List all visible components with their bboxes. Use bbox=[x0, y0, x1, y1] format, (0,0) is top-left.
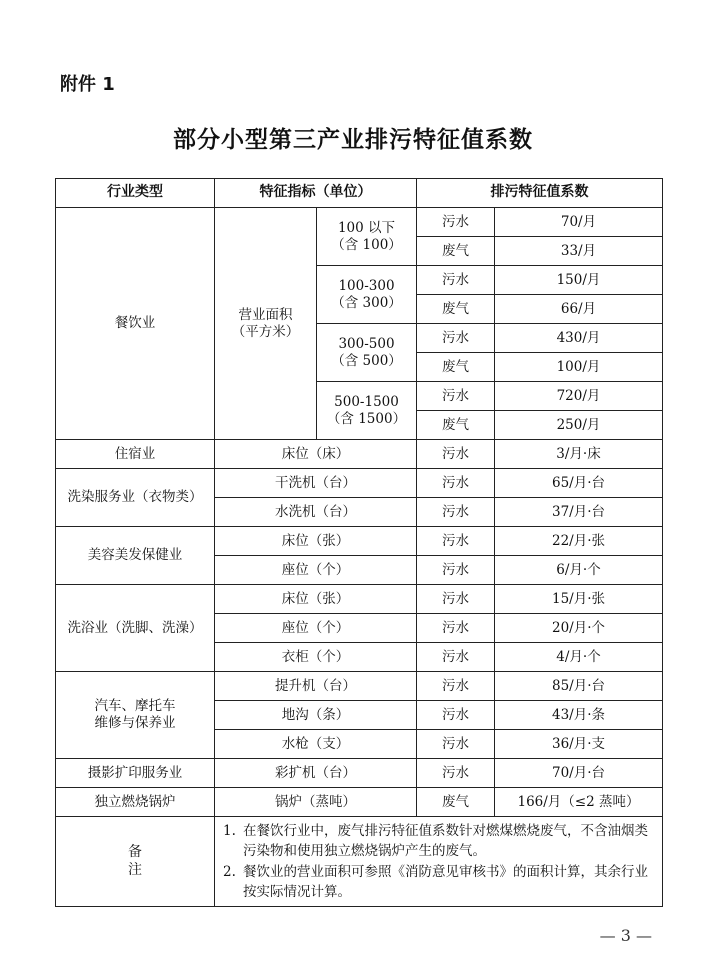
pollutant-type: 污水 bbox=[417, 527, 495, 556]
coefficient-table bbox=[55, 178, 663, 907]
pollutant-type: 污水 bbox=[417, 556, 495, 585]
coefficient-value: 43/月·条 bbox=[495, 701, 663, 730]
coefficient-value: 250/月 bbox=[495, 411, 663, 440]
indicator-cell: 水洗机（台） bbox=[215, 498, 417, 527]
indicator-cell: 床位（张） bbox=[215, 527, 417, 556]
notes-label-line1: 备 bbox=[128, 844, 142, 860]
pollutant-type: 废气 bbox=[417, 788, 495, 817]
industry-lodging: 住宿业 bbox=[56, 440, 215, 469]
table-row bbox=[56, 759, 663, 788]
pollutant-type: 污水 bbox=[417, 469, 495, 498]
pollutant-type: 污水 bbox=[417, 498, 495, 527]
indicator-catering-line1: 营业面积 bbox=[238, 306, 293, 323]
pollutant-type: 废气 bbox=[417, 237, 495, 266]
note-text: 餐饮业的营业面积可参照《消防意见审核书》的面积计算，其余行业按实际情况计算。 bbox=[243, 863, 648, 900]
note-number: 1. bbox=[223, 823, 236, 839]
indicator-cell: 彩扩机（台） bbox=[215, 759, 417, 788]
coefficient-value: 37/月·台 bbox=[495, 498, 663, 527]
header-industry: 行业类型 bbox=[56, 179, 215, 208]
indicator-cell: 床位（床） bbox=[215, 440, 417, 469]
area-range-line2: （含 100） bbox=[331, 236, 402, 253]
indicator-cell: 座位（个） bbox=[215, 556, 417, 585]
notes-row bbox=[56, 817, 663, 907]
header-indicator: 特征指标（单位） bbox=[215, 179, 417, 208]
note-number: 2. bbox=[223, 863, 236, 880]
note-item bbox=[223, 821, 656, 862]
pollutant-type: 污水 bbox=[417, 266, 495, 295]
coefficient-value: 22/月·张 bbox=[495, 527, 663, 556]
pollutant-type: 污水 bbox=[417, 759, 495, 788]
pollutant-type: 废气 bbox=[417, 353, 495, 382]
indicator-cell: 锅炉（蒸吨） bbox=[215, 788, 417, 817]
area-range-line1: 100-300 bbox=[338, 277, 395, 294]
coefficient-value: 36/月·支 bbox=[495, 730, 663, 759]
pollutant-type: 废气 bbox=[417, 295, 495, 324]
pollutant-type: 污水 bbox=[417, 382, 495, 411]
pollutant-type: 污水 bbox=[417, 324, 495, 353]
industry-auto bbox=[56, 672, 215, 759]
pollutant-type: 污水 bbox=[417, 440, 495, 469]
indicator-cell: 干洗机（台） bbox=[215, 469, 417, 498]
indicator-cell: 提升机（台） bbox=[215, 672, 417, 701]
indicator-cell: 水枪（支） bbox=[215, 730, 417, 759]
area-range-line1: 100 以下 bbox=[337, 219, 396, 236]
industry-beauty: 美容美发保健业 bbox=[56, 527, 215, 585]
area-range bbox=[317, 208, 417, 266]
pollutant-type: 废气 bbox=[417, 411, 495, 440]
table-row bbox=[56, 788, 663, 817]
coefficient-value: 65/月·台 bbox=[495, 469, 663, 498]
coefficient-value: 33/月 bbox=[495, 237, 663, 266]
coefficient-value: 85/月·台 bbox=[495, 672, 663, 701]
coefficient-value: 3/月·床 bbox=[495, 440, 663, 469]
coefficient-value: 6/月·个 bbox=[495, 556, 663, 585]
coefficient-value: 70/月·台 bbox=[495, 759, 663, 788]
coefficient-value: 430/月 bbox=[495, 324, 663, 353]
coefficient-value: 720/月 bbox=[495, 382, 663, 411]
indicator-cell: 地沟（条） bbox=[215, 701, 417, 730]
industry-catering: 餐饮业 bbox=[56, 208, 215, 440]
area-range-line2: （含 1500） bbox=[326, 410, 407, 427]
pollutant-type: 污水 bbox=[417, 643, 495, 672]
notes-label bbox=[56, 817, 215, 907]
notes-label-line2: 注 bbox=[128, 861, 142, 878]
pollutant-type: 污水 bbox=[417, 701, 495, 730]
attachment-label: 附件 1 bbox=[60, 74, 115, 95]
table-row bbox=[56, 208, 663, 237]
area-range-line1: 300-500 bbox=[338, 335, 395, 352]
industry-boiler: 独立燃烧锅炉 bbox=[56, 788, 215, 817]
indicator-cell: 衣柜（个） bbox=[215, 643, 417, 672]
coefficient-value: 100/月 bbox=[495, 353, 663, 382]
coefficient-value: 150/月 bbox=[495, 266, 663, 295]
indicator-cell: 座位（个） bbox=[215, 614, 417, 643]
coefficient-value: 166/月（≤2 蒸吨） bbox=[495, 788, 663, 817]
table-row bbox=[56, 672, 663, 701]
coefficient-value: 66/月 bbox=[495, 295, 663, 324]
table-row bbox=[56, 585, 663, 614]
area-range-line2: （含 500） bbox=[331, 352, 402, 369]
table-row bbox=[56, 469, 663, 498]
pollutant-type: 污水 bbox=[417, 614, 495, 643]
coefficient-value: 20/月·个 bbox=[495, 614, 663, 643]
coefficient-value: 15/月·张 bbox=[495, 585, 663, 614]
pollutant-type: 污水 bbox=[417, 208, 495, 237]
area-range-line1: 500-1500 bbox=[334, 393, 399, 410]
industry-laundry: 洗染服务业（衣物类） bbox=[56, 469, 215, 527]
note-text: 在餐饮行业中，废气排污特征值系数针对燃煤燃烧废气，不含油烟类污染物和使用独立燃烧锅炉产生的废气。 bbox=[243, 823, 648, 860]
industry-bathing: 洗浴业（洗脚、洗澡） bbox=[56, 585, 215, 672]
page-title: 部分小型第三产业排污特征值系数 bbox=[173, 126, 533, 153]
coefficient-value: 70/月 bbox=[495, 208, 663, 237]
area-range bbox=[317, 266, 417, 324]
pollutant-type: 污水 bbox=[417, 672, 495, 701]
industry-auto-line1: 汽车、摩托车 bbox=[94, 698, 176, 715]
note-item bbox=[223, 862, 656, 903]
table-row bbox=[56, 440, 663, 469]
industry-photo: 摄影扩印服务业 bbox=[56, 759, 215, 788]
pollutant-type: 污水 bbox=[417, 730, 495, 759]
industry-auto-line2: 维修与保养业 bbox=[94, 715, 176, 731]
table-header-row bbox=[56, 179, 663, 208]
notes-content bbox=[215, 817, 663, 907]
header-coefficient: 排污特征值系数 bbox=[417, 179, 663, 208]
indicator-cell: 床位（张） bbox=[215, 585, 417, 614]
page-number: — 3 — bbox=[599, 926, 652, 945]
pollutant-type: 污水 bbox=[417, 585, 495, 614]
table-row bbox=[56, 527, 663, 556]
area-range bbox=[317, 382, 417, 440]
area-range bbox=[317, 324, 417, 382]
area-range-line2: （含 300） bbox=[331, 294, 402, 311]
indicator-catering bbox=[215, 208, 317, 440]
indicator-catering-line2: （平方米） bbox=[231, 323, 300, 340]
coefficient-value: 4/月·个 bbox=[495, 643, 663, 672]
